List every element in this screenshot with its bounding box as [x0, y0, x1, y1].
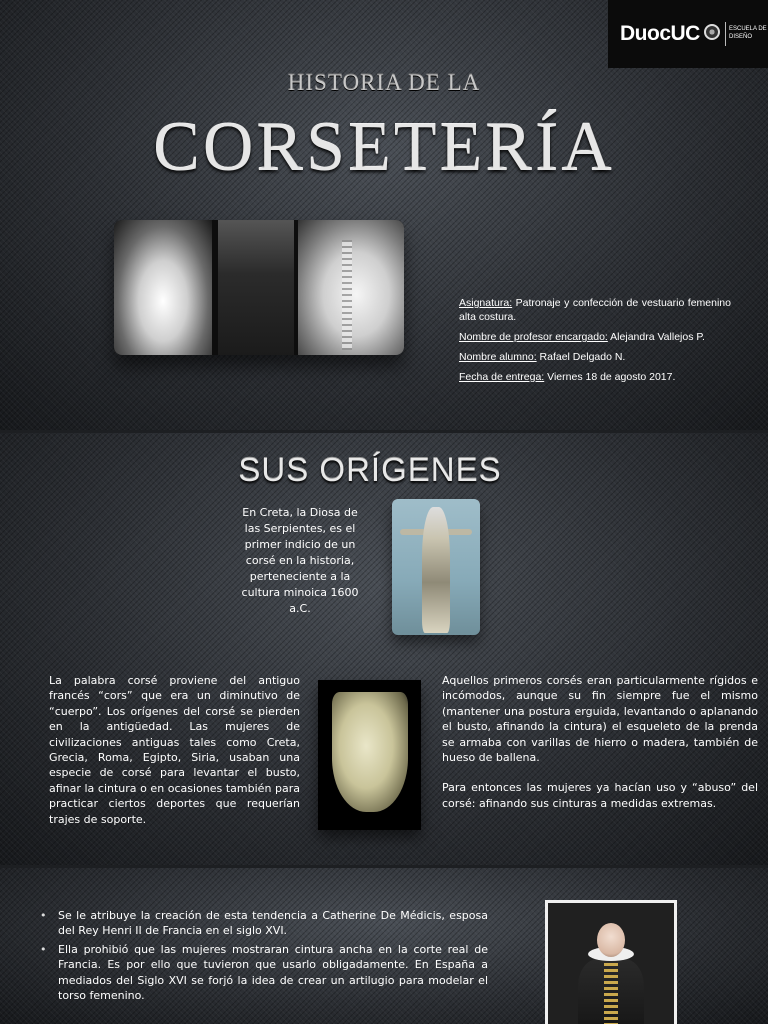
origins-paragraph-right — [442, 673, 758, 826]
portrait-face — [597, 923, 625, 957]
antique-corset-image — [318, 680, 421, 830]
origins-paragraph-left: La palabra corsé proviene del antiguo francés “cors” que era un diminutivo de “cuerpo”. Los orígenes del corsé se pierden en la antigüedad. Las mujeres de civilizaciones antiguas tales como Creta, Grecia, Roma, Egipto, Siria, usaban una especie de corsé para levantar el busto, afinar la cintura o en ocasiones también para practicar ciertos deportes que requerían trajes de soporte. — [49, 674, 300, 826]
origins-heading: SUS ORÍGENES — [238, 451, 502, 488]
title-kicker: HISTORIA DE LA — [287, 70, 481, 95]
antique-corset-shape — [332, 692, 408, 812]
history-slide — [0, 868, 768, 1024]
portrait-necklace — [604, 963, 618, 1024]
course-info — [459, 296, 731, 390]
bullet-item: • Ella prohibió que las mujeres mostraran cintura ancha en la corte real de Francia. Es por ello que tuvieron que usarlo obligadamente. En España a mediados del Siglo XVI se forjó la idea de crear un artilugio para modelar el torso femenino. — [38, 942, 488, 1004]
logo-divider — [725, 22, 726, 46]
snake-goddess-image — [392, 499, 480, 635]
origins-right-p1: Aquellos primeros corsés eran particularmente rígidos e incómodos, aunque su fin siempre fue el mismo (mantener una postura erguida, levantando o aplanando el busto, afinando la cintura) el esqueleto de la prenda se armaba con varillas de hierro o madera, también de hueso de ballena. — [442, 674, 758, 765]
info-student: Nombre alumno: Rafael Delgado N. — [459, 351, 626, 363]
bullet-item: • Se le atribuye la creación de esta tendencia a Catherine De Médicis, esposa del Rey Henri II de Francia en el siglo XVI. — [38, 908, 488, 939]
portrait-image — [545, 900, 677, 1024]
origins-slide — [0, 433, 768, 865]
logo-school-text: ESCUELA DE DISEÑO — [729, 26, 767, 40]
corset-photo-dark — [218, 220, 294, 355]
goddess-figure — [422, 507, 450, 633]
info-date: Fecha de entrega: Viernes 18 de agosto 2017. — [459, 371, 676, 383]
corset-lacing — [342, 240, 352, 350]
info-subject: Asignatura: Patronaje y confección de vestuario femenino alta costura. — [459, 297, 731, 323]
history-bullets — [38, 908, 488, 1006]
duoc-logo — [608, 0, 768, 68]
origins-right-p2: Para entonces las mujeres ya hacían uso y “abuso” del corsé: afinando sus cinturas a medidas extremas. — [442, 781, 758, 810]
logo-brand-text: DuocUC — [620, 22, 700, 45]
seal-icon — [704, 24, 720, 40]
corsets-photo — [114, 220, 404, 355]
main-title: CORSETERÍA — [153, 109, 615, 186]
crete-caption: En Creta, la Diosa de las Serpientes, es el primer indicio de un corsé en la historia, perteneciente a la cultura minoica 1600 a.C. — [241, 506, 359, 615]
title-slide — [0, 0, 768, 430]
corset-photo-white — [114, 220, 212, 355]
info-teacher: Nombre de profesor encargado: Alejandra Vallejos P. — [459, 331, 705, 343]
